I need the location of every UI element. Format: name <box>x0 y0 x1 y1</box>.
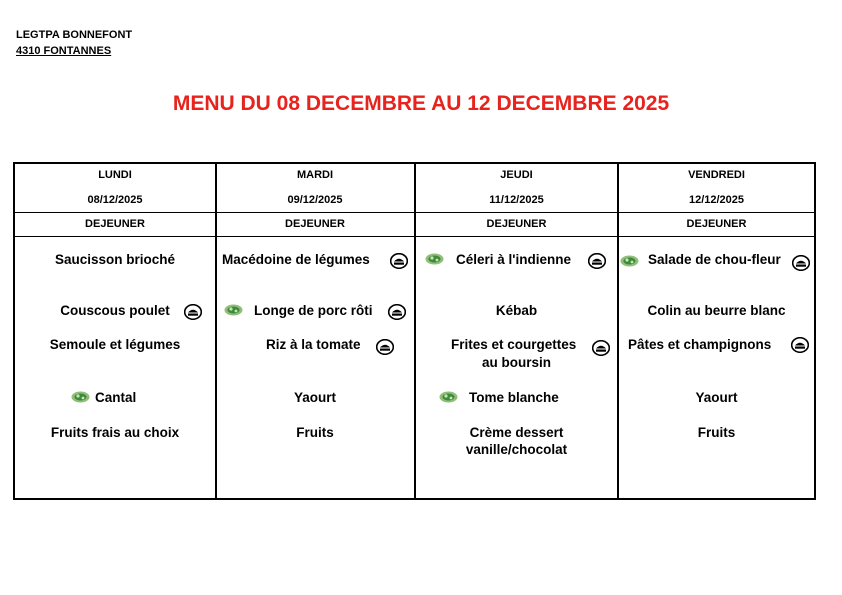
dish-lundi-starter: Saucisson brioché <box>54 252 176 267</box>
dish-lundi-dessert: Fruits frais au choix <box>50 425 180 440</box>
homemade-icon <box>376 339 394 355</box>
date-jeudi: 11/12/2025 <box>489 194 544 206</box>
dish-mardi-dessert: Fruits <box>296 425 334 440</box>
day-vendredi: VENDREDI <box>688 169 745 181</box>
meal-jeudi: DEJEUNER <box>486 218 547 230</box>
homemade-icon <box>388 304 406 320</box>
row-divider <box>15 212 814 213</box>
dish-jeudi-cheese: Tome blanche <box>469 390 559 405</box>
leaf-label-icon <box>620 255 639 267</box>
school-address: 4310 FONTANNES <box>16 45 112 57</box>
dish-jeudi-dessert-line2: vanille/chocolat <box>465 442 568 457</box>
dish-vendredi-main: Colin au beurre blanc <box>647 303 786 318</box>
leaf-label-icon <box>439 391 458 403</box>
dish-lundi-cheese: Cantal <box>95 390 137 405</box>
leaf-label-icon <box>71 391 90 403</box>
date-lundi: 08/12/2025 <box>87 194 143 206</box>
homemade-icon <box>791 337 809 353</box>
column-divider <box>617 164 619 498</box>
dish-vendredi-side: Pâtes et champignons <box>628 337 772 352</box>
dish-jeudi-side-line2: au boursin <box>481 355 551 370</box>
row-divider <box>15 236 814 237</box>
meal-lundi: DEJEUNER <box>85 218 145 230</box>
homemade-icon <box>592 340 610 356</box>
column-divider <box>215 164 217 498</box>
dish-mardi-main: Longe de porc rôti <box>254 303 373 318</box>
dish-lundi-main: Couscous poulet <box>60 303 170 318</box>
dish-lundi-side: Semoule et légumes <box>49 337 181 352</box>
menu-table <box>13 162 816 500</box>
dish-jeudi-dessert-line1: Crème dessert <box>469 425 564 440</box>
dish-vendredi-cheese: Yaourt <box>695 390 738 405</box>
leaf-label-icon <box>224 304 243 316</box>
page-title: MENU DU 08 DECEMBRE AU 12 DECEMBRE 2025 <box>172 92 670 115</box>
date-mardi: 09/12/2025 <box>287 194 343 206</box>
date-vendredi: 12/12/2025 <box>688 194 745 206</box>
dish-jeudi-side-line1: Frites et courgettes <box>451 337 577 352</box>
leaf-label-icon <box>425 253 444 265</box>
meal-mardi: DEJEUNER <box>285 218 345 230</box>
day-mardi: MARDI <box>296 169 334 181</box>
homemade-icon <box>184 304 202 320</box>
day-lundi: LUNDI <box>98 169 132 181</box>
dish-vendredi-dessert: Fruits <box>697 425 736 440</box>
day-jeudi: JEUDI <box>500 169 533 181</box>
school-name: LEGTPA BONNEFONT <box>16 29 133 41</box>
homemade-icon <box>390 253 408 269</box>
meal-vendredi: DEJEUNER <box>686 218 747 230</box>
homemade-icon <box>792 255 810 271</box>
dish-jeudi-main: Kébab <box>495 303 538 318</box>
dish-vendredi-starter: Salade de chou-fleur <box>648 252 781 267</box>
homemade-icon <box>588 253 606 269</box>
dish-mardi-starter: Macédoine de légumes <box>222 252 370 267</box>
dish-mardi-side: Riz à la tomate <box>266 337 361 352</box>
dish-mardi-cheese: Yaourt <box>293 390 336 405</box>
dish-jeudi-starter: Céleri à l'indienne <box>456 252 571 267</box>
